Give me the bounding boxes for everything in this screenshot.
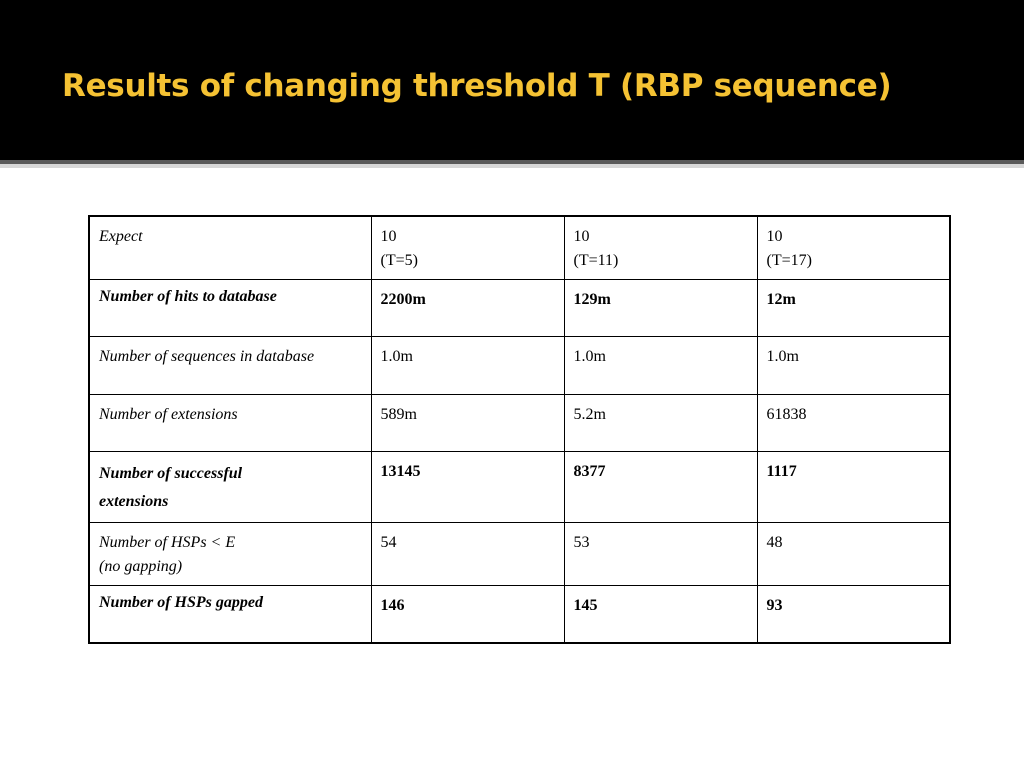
table-cell: 145 [564,586,757,643]
table-cell: 13145 [371,452,564,523]
table-row-hsps-gapped [89,586,950,643]
table-row-expect [89,216,950,280]
table-cell: 2200m [371,280,564,337]
threshold-label: (T=11) [573,252,619,269]
row-label-extensions: Number of extensions [89,395,371,452]
title-divider-light [0,164,1024,168]
table-cell: 54 [371,523,564,586]
table-cell: 93 [757,586,950,643]
row-label-sequences: Number of sequences in database [89,337,371,395]
table-cell: 5.2m [564,395,757,452]
table-row-hits [89,280,950,337]
table-cell: 1.0m [371,337,564,395]
table-cell: 146 [371,586,564,643]
expect-value: 10 [380,228,397,245]
threshold-label: (T=5) [380,252,418,269]
row-label-line: (no gapping) [99,558,183,575]
slide-title: Results of changing threshold T (RBP sequence) [62,68,892,104]
table-row-sequences [89,337,950,395]
table-cell: 48 [757,523,950,586]
row-label-line: Number of HSPs < E [99,534,236,551]
expect-value: 10 [766,228,783,245]
row-label-expect: Expect [89,216,371,280]
table-cell: 129m [564,280,757,337]
results-table [88,215,951,644]
table-cell: 1.0m [564,337,757,395]
row-label-hits: Number of hits to database [89,280,371,337]
table-cell: 53 [564,523,757,586]
table-cell: 1117 [757,452,950,523]
row-label-hsps-gapped: Number of HSPs gapped [89,586,371,643]
expect-value: 10 [573,228,590,245]
row-label-hsps-no-gapping [89,523,371,586]
table-cell: 61838 [757,395,950,452]
threshold-label: (T=17) [766,252,812,269]
table-row-hsps-no-gapping [89,523,950,586]
cell-expect-t5 [371,216,564,280]
table-row-extensions [89,395,950,452]
cell-expect-t11 [564,216,757,280]
row-label-successful-extensions [89,452,371,523]
title-band [0,0,1024,160]
table-cell: 589m [371,395,564,452]
row-label-line: extensions [99,493,169,510]
row-label-line: Number of successful [99,465,243,482]
table-cell: 1.0m [757,337,950,395]
table-cell: 12m [757,280,950,337]
table-row-successful-extensions [89,452,950,523]
table-cell: 8377 [564,452,757,523]
cell-expect-t17 [757,216,950,280]
